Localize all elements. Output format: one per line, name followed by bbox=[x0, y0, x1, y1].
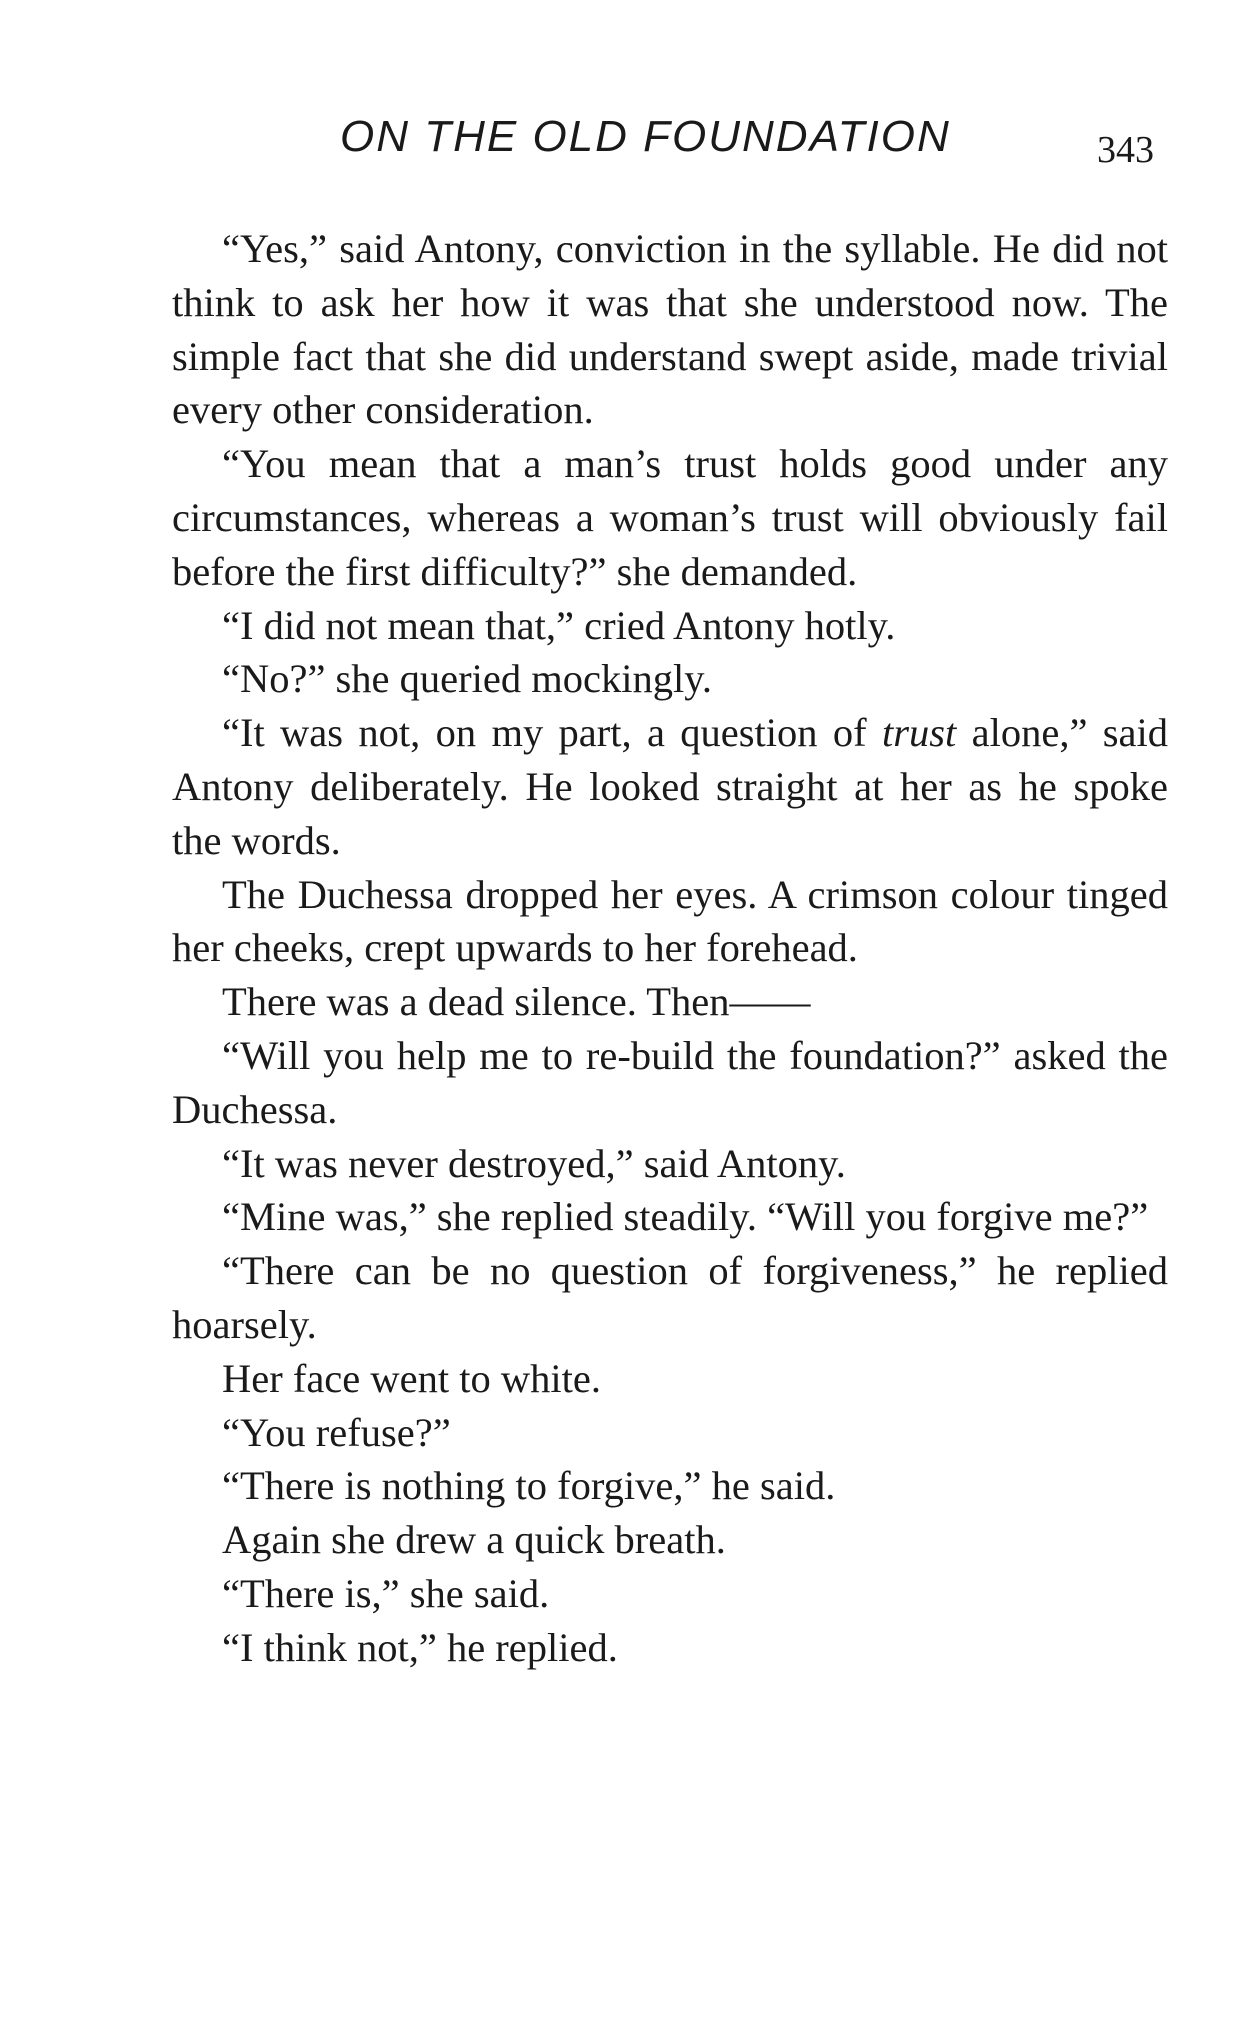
paragraph: There was a dead silence. Then—— bbox=[222, 979, 811, 1025]
paragraph: “Mine was,” she replied steadily. “Will you forgive me?” bbox=[222, 1194, 1149, 1240]
paragraph: “Yes,” said Antony, conviction in the syllable. He did not think to ask her how it was that she understood now. The simple fact that she did understand swept aside, made trivial every other consideration. bbox=[172, 226, 1168, 433]
paragraph: “You mean that a man’s trust holds good under any circumstances, whereas a woman’s trust will obviously fail before the first difficulty?” she demanded. bbox=[172, 441, 1168, 594]
paragraph: Again she drew a quick breath. bbox=[222, 1517, 726, 1563]
running-title: ON THE OLD FOUNDATION bbox=[340, 112, 951, 161]
page-number: 343 bbox=[1097, 129, 1154, 171]
paragraph-text: alone,” said Antony deliberately. He looked straight at her as he spoke the words. bbox=[172, 710, 1168, 863]
paragraph: Her face went to white. bbox=[222, 1355, 601, 1401]
paragraph: “I did not mean that,” cried Antony hotly. bbox=[222, 602, 896, 648]
paragraph: The Duchessa dropped her eyes. A crimson colour tinged her cheeks, crept upwards to her forehead. bbox=[172, 871, 1168, 971]
paragraph-text: “It was not, on my part, a question of bbox=[222, 710, 882, 756]
paragraph: “There can be no question of forgiveness,” he replied hoarsely. bbox=[172, 1248, 1168, 1347]
body-text bbox=[172, 222, 1168, 1675]
paragraph: “There is,” she said. bbox=[222, 1570, 550, 1616]
paragraph bbox=[172, 706, 1168, 867]
paragraph: “I think not,” he replied. bbox=[222, 1624, 618, 1670]
paragraph: “It was never destroyed,” said Antony. bbox=[222, 1140, 846, 1186]
italic-word: trust bbox=[881, 710, 957, 756]
paragraph: “Will you help me to re-build the foundation?” asked the Duchessa. bbox=[172, 1032, 1168, 1132]
paragraph: “There is nothing to forgive,” he said. bbox=[222, 1463, 836, 1509]
paragraph: “You refuse?” bbox=[222, 1409, 451, 1455]
paragraph: “No?” she queried mockingly. bbox=[222, 656, 712, 702]
